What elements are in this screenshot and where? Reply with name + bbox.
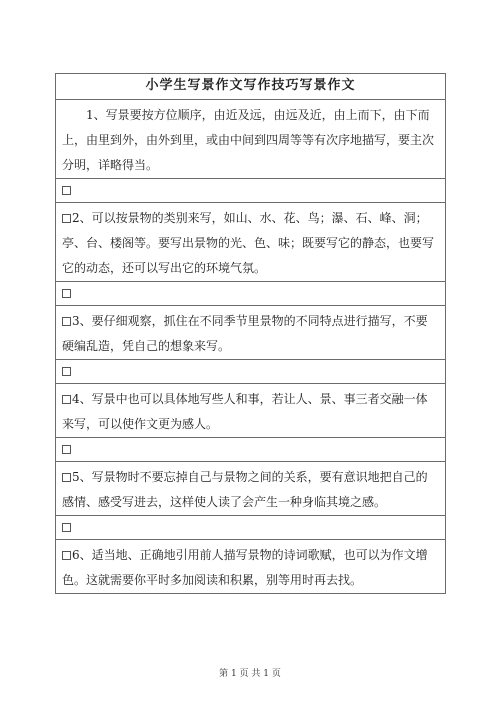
paragraph-1-text: 1、写景要按方位顺序，由近及远，由远及近，由上而下，由下而上，由里到外，由外到里，或由中间到四周等等有次序地描写，要主次分明，详略得当。: [62, 108, 435, 172]
checkbox-square-icon: [62, 395, 71, 404]
paragraph-2-text: 2、可以按景物的类别来写，如山、水、花、鸟；瀑、石、峰、洞；亭、台、楼阁等。要写出景物的光、色、味；既要写它的静态，也要写它的动态，还可以写出它的环境气氛。: [62, 211, 435, 275]
paragraph-3-text: 3、要仔细观察，抓住在不同季节里景物的不同特点进行描写，不要硬编乱造，凭自己的想象来写。: [62, 314, 428, 353]
empty-row-4: [56, 437, 445, 461]
empty-row-1: [56, 178, 445, 202]
paragraph-2: [56, 202, 445, 281]
paragraph-5: [56, 461, 445, 515]
checkbox-square-icon: [62, 186, 71, 195]
paragraph-4-text: 4、写景中也可以具体地写些人和事，若让人、景、事三者交融一体来写，可以使作文更为感人。: [62, 392, 428, 431]
checkbox-square-icon: [62, 473, 71, 482]
checkbox-square-icon: [62, 289, 71, 298]
checkbox-square-icon: [62, 214, 71, 223]
empty-row-2: [56, 281, 445, 305]
paragraph-4: [56, 383, 445, 437]
paragraph-6-text: 6、适当地、正确地引用前人描写景物的诗词歌赋，也可以为作文增色。这就需要你平时多加阅读和积累，别等用时再去找。: [62, 548, 428, 587]
checkbox-square-icon: [62, 367, 71, 376]
document-title: 小学生写景作文写作技巧写景作文: [145, 78, 356, 93]
checkbox-square-icon: [62, 523, 71, 532]
checkbox-square-icon: [62, 445, 71, 454]
empty-row-5: [56, 515, 445, 539]
empty-row-3: [56, 359, 445, 383]
page-footer: 第 1 页 共 1 页: [219, 669, 281, 679]
paragraph-1: [56, 99, 445, 178]
document-table: [55, 73, 446, 594]
paragraph-6: [56, 539, 445, 593]
paragraph-3: [56, 305, 445, 359]
checkbox-square-icon: [62, 317, 71, 326]
checkbox-square-icon: [62, 551, 71, 560]
paragraph-5-text: 5、写景物时不要忘掉自己与景物之间的关系，要有意识地把自己的感情、感受写进去，这样使人读了会产生一种身临其境之感。: [62, 470, 428, 509]
